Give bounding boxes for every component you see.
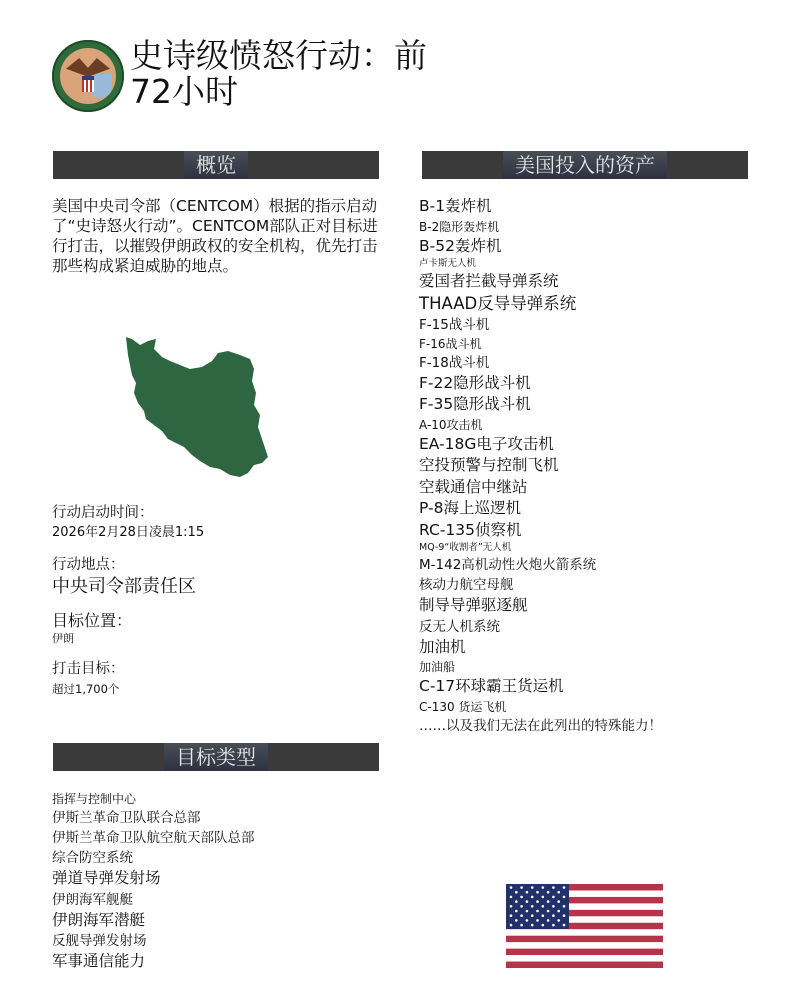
asset-item: 反无人机系统: [419, 618, 500, 635]
asset-item: 爱国者拦截导弹系统: [419, 272, 559, 290]
asset-item: C-130 货运飞机: [419, 699, 507, 714]
target-types-heading-bar: [53, 743, 379, 771]
target-type-item: 指挥与控制中心: [52, 792, 137, 806]
asset-item: A-10攻击机: [419, 417, 483, 432]
asset-item: M-142高机动性火炮火箭系统: [419, 557, 597, 573]
us-flag-icon: [506, 884, 663, 968]
target-types-heading: 目标类型: [176, 745, 256, 769]
asset-item: F-16战斗机: [419, 336, 482, 351]
assets-heading: 美国投入的资产: [515, 153, 655, 177]
target-types-list: [52, 790, 392, 973]
title-line-2: 72小时: [130, 72, 238, 111]
asset-item: EA-18G电子攻击机: [419, 434, 554, 453]
overview-heading: 概览: [196, 153, 236, 177]
asset-item: 卢卡斯无人机: [419, 258, 477, 269]
asset-item: C-17环球霸王货运机: [419, 677, 564, 695]
asset-item: F-15战斗机: [419, 316, 490, 333]
us-central-command-seal-icon: [52, 40, 124, 112]
asset-item: F-22隐形战斗机: [419, 373, 531, 392]
target-type-item: 反舰导弹发射场: [52, 933, 147, 949]
asset-item: RC-135侦察机: [419, 520, 522, 539]
fact-target-location: 目标位置： 伊朗: [52, 611, 133, 645]
assets-list: [419, 196, 779, 736]
header: [52, 38, 490, 112]
asset-item: B-2隐形轰炸机: [419, 219, 500, 234]
operation-facts: [52, 503, 352, 711]
asset-item: 空投预警与控制飞机: [419, 456, 559, 474]
asset-item: 空载通信中继站: [419, 477, 528, 496]
target-type-item: 伊斯兰革命卫队联合总部: [52, 810, 201, 826]
asset-item: F-35隐形战斗机: [419, 395, 531, 413]
asset-item: ……以及我们无法在此列出的特殊能力！: [419, 717, 662, 734]
assets-heading-bar: [422, 151, 748, 179]
iran-map-icon: [122, 335, 268, 480]
asset-item: 加油船: [419, 660, 456, 674]
page-title: [130, 38, 490, 110]
target-type-item: 伊斯兰革命卫队航空航天部队总部: [52, 830, 255, 846]
asset-item: B-1轰炸机: [419, 197, 492, 215]
asset-item: THAAD反导导弹系统: [419, 293, 577, 313]
target-type-item: 军事通信能力: [52, 952, 146, 970]
asset-item: F-18战斗机: [419, 354, 490, 371]
title-line-1: 史诗级愤怒行动：前: [130, 36, 427, 75]
asset-item: P-8海上巡逻机: [419, 499, 521, 517]
asset-item: 加油机: [419, 637, 466, 656]
asset-item: B-52轰炸机: [419, 236, 502, 255]
overview-text: 美国中央司令部（CENTCOM）根据的指示启动了“史诗怒火行动”。CENTCOM部队正对目标进行打击，以摧毁伊朗政权的安全机构，优先打击那些构成紧迫威胁的地点。: [52, 197, 378, 275]
target-type-item: 弹道导弹发射场: [52, 869, 161, 887]
overview-heading-bar: [53, 151, 379, 179]
fact-strike-targets: 打击目标： 超过1,700个: [52, 661, 125, 696]
asset-item: 核动力航空母舰: [419, 577, 514, 593]
target-type-item: 伊朗海军潜艇: [52, 910, 146, 929]
fact-location: 行动地点： 中央司令部责任区: [52, 557, 196, 597]
target-type-item: 伊朗海军舰艇: [52, 891, 133, 908]
asset-item: 制导导弹驱逐舰: [419, 596, 528, 614]
target-type-item: 综合防空系统: [52, 850, 133, 866]
fact-launch-time: 行动启动时间： 2026年2月28日凌晨1:15: [52, 505, 205, 540]
asset-item: MQ-9“收割者”无人机: [419, 542, 512, 553]
